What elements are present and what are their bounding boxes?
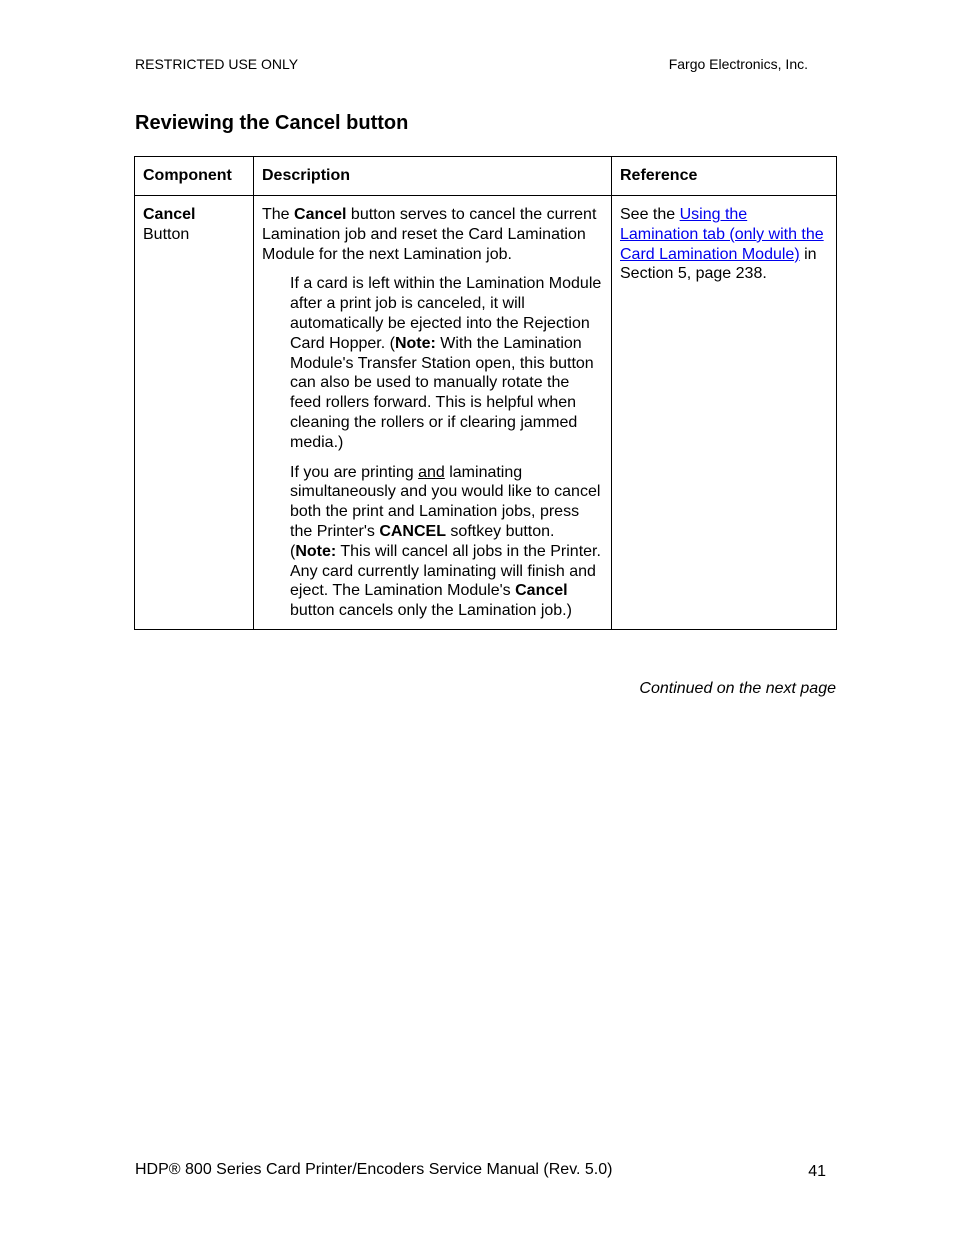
page-number: 41 — [808, 1163, 826, 1180]
col-header-component: Component — [135, 157, 254, 196]
text: If you are printing — [290, 463, 419, 481]
bold-text: Cancel — [515, 582, 568, 600]
text: button serves to cancel the current Lamination job and reset the Card Lamination Module for the next Lamination job. — [262, 206, 597, 263]
description-cell — [254, 196, 612, 630]
description-paragraph-3 — [290, 463, 603, 621]
component-name: Cancel — [143, 206, 196, 223]
reference-cell — [612, 196, 837, 630]
bold-text: Cancel — [294, 206, 347, 223]
table-header-row — [135, 157, 837, 196]
text: button cancels only the Lamination job.) — [290, 602, 572, 620]
component-cell — [135, 196, 254, 630]
footer-title: HDP® 800 Series Card Printer/Encoders Service Manual (Rev. 5.0) — [135, 1161, 613, 1178]
bold-text: Note: — [394, 334, 436, 352]
text: in Section 5, page 238. — [620, 245, 817, 283]
text: softkey button. ( — [290, 522, 555, 560]
text: See the — [620, 206, 680, 223]
text: With the Lamination Module's Transfer Station open, this button can also be used to manually rotate the feed rollers forward. This is helpful when cleaning the rollers or if clearing jammed media.) — [290, 334, 594, 451]
page-title: Reviewing the Cancel button — [135, 112, 409, 134]
text: The — [262, 206, 295, 223]
header-restricted: RESTRICTED USE ONLY — [135, 56, 299, 72]
table-row — [135, 196, 837, 630]
bold-text: CANCEL — [379, 522, 446, 540]
text: If a card is left within the Lamination Module after a print job is canceled, it will automatically be ejected into the Rejection Card Hopper. ( — [290, 275, 602, 352]
bold-text: Note: — [295, 542, 337, 560]
text: laminating simultaneously and you would like to cancel both the print and Lamination jobs, press the Printer's — [290, 463, 601, 540]
component-table — [134, 156, 837, 630]
underlined-text: and — [418, 463, 445, 481]
description-paragraph-2 — [290, 274, 603, 452]
header-company: Fargo Electronics, Inc. — [668, 56, 808, 72]
col-header-description: Description — [254, 157, 612, 196]
reference-link[interactable]: Using the Lamination tab (only with the Card Lamination Module) — [620, 206, 824, 263]
continued-note: Continued on the next page — [639, 680, 836, 697]
component-type: Button — [143, 225, 190, 243]
description-paragraph-1 — [262, 205, 603, 264]
text: This will cancel all jobs in the Printer. Any card currently laminating will finish and eject. The Lamination Module's — [290, 542, 601, 600]
col-header-reference: Reference — [612, 157, 837, 196]
